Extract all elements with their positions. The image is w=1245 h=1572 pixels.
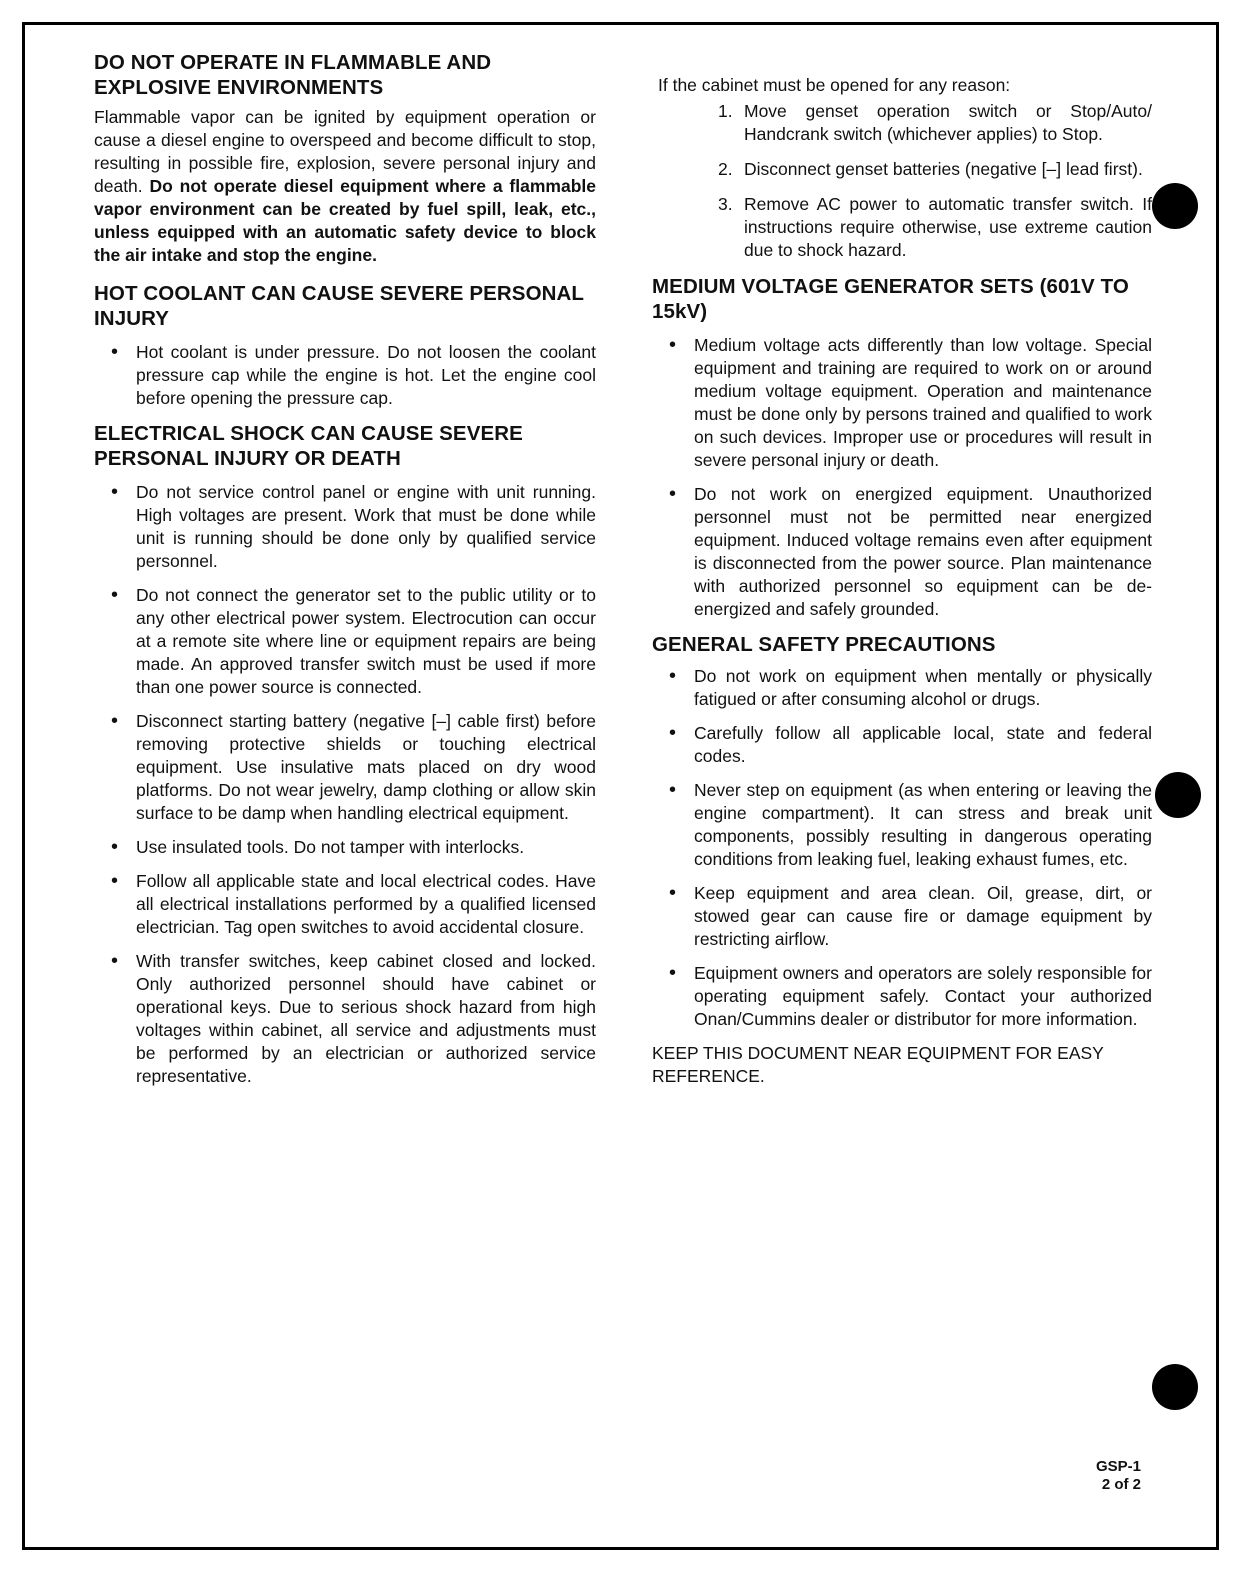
list-item: • Equipment owners and operators are solely responsible for operating equipment safely. Contact your authorized Onan/Cummins dealer or distributor for more information. xyxy=(652,962,1152,1031)
binder-hole-mark xyxy=(1152,183,1198,229)
step-item xyxy=(652,100,1152,146)
keep-document-note: KEEP THIS DOCUMENT NEAR EQUIPMENT FOR EASY REFERENCE. xyxy=(652,1043,1104,1086)
step-text: Remove AC power to automatic transfer switch. If instructions require otherwise, use extreme caution due to shock hazard. xyxy=(744,194,1152,260)
section-hot-coolant xyxy=(94,281,596,410)
section-heading: ELECTRICAL SHOCK CAN CAUSE SEVERE PERSONAL INJURY OR DEATH xyxy=(94,422,523,470)
section-general-safety xyxy=(652,632,1152,1031)
step-item xyxy=(652,193,1152,262)
section-medium-voltage xyxy=(652,274,1152,621)
list-item: • Disconnect starting battery (negative [–] cable first) before removing protective shields or touching electrical equipment. Use insulative mats placed on dry wood platforms. Do not wear jewelry, damp clothing or allow skin surface to be damp when handling electrical equipment. xyxy=(94,710,596,825)
step-number: 1. xyxy=(718,101,733,121)
warning-text: Flammable vapor can be ignited by equipment operation or cause a diesel engine to overspeed and become difficult to stop, resulting in possible fire, explosion, severe personal injury and death. xyxy=(94,107,596,196)
step-number: 2. xyxy=(718,159,733,179)
section-heading: DO NOT OPERATE IN FLAMMABLE AND EXPLOSIVE ENVIRONMENTS xyxy=(94,51,492,99)
list-item: • Follow all applicable state and local electrical codes. Have all electrical installations performed by a qualified licensed electrician. Tag open switches to avoid accidental closure. xyxy=(94,870,596,939)
list-item: • With transfer switches, keep cabinet closed and locked. Only authorized personnel should have cabinet or operational keys. Due to serious shock hazard from high voltages within cabinet, all service and adjustments must be performed by an electrician or authorized service representative. xyxy=(94,950,596,1088)
list-item: • Keep equipment and area clean. Oil, grease, dirt, or stowed gear can cause fire or damage equipment by restricting airflow. xyxy=(652,882,1152,951)
list-item: • Carefully follow all applicable local, state and federal codes. xyxy=(652,722,1152,768)
section-heading: HOT COOLANT CAN CAUSE SEVERE PERSONAL INJURY xyxy=(94,282,584,330)
step-number: 3. xyxy=(718,194,733,214)
page-footer xyxy=(1096,1458,1141,1494)
section-text xyxy=(94,106,596,267)
list-item: • Medium voltage acts differently than low voltage. Special equipment and training are required to work on or around medium voltage equipment. Operation and maintenance must be done only by persons trained and qualified to work on such devices. Improper use or procedures will result in severe personal injury or death. xyxy=(652,334,1152,472)
step-item xyxy=(652,158,1152,181)
section-electrical-shock xyxy=(94,421,596,1088)
list-item: • Do not service control panel or engine with unit running. High voltages are present. Work that must be done while unit is running should be done only by qualified service personnel. xyxy=(94,481,596,573)
list-item: • Do not connect the generator set to the public utility or to any other electrical power system. Electrocution can occur at a remote site where line or equipment repairs are being made. An approved transfer switch must be used if more than one power source is connected. xyxy=(94,584,596,699)
step-text: Move genset operation switch or Stop/Auto/ Handcrank switch (whichever applies) to Stop. xyxy=(744,101,1152,144)
binder-hole-mark xyxy=(1152,1364,1198,1410)
page-number: 2 of 2 xyxy=(1101,1476,1141,1493)
cabinet-lead-text: If the cabinet must be opened for any reason: xyxy=(658,75,1011,95)
document-code: GSP-1 xyxy=(1095,1458,1141,1475)
step-text: Disconnect genset batteries (negative [–] lead first). xyxy=(744,159,1143,179)
list-item: • Hot coolant is under pressure. Do not loosen the coolant pressure cap while the engine is hot. Let the engine cool before opening the pressure cap. xyxy=(94,341,596,410)
list-item: • Do not work on equipment when mentally or physically fatigued or after consuming alcohol or drugs. xyxy=(652,665,1152,711)
section-heading: MEDIUM VOLTAGE GENERATOR SETS (601V TO 15kV) xyxy=(652,275,1129,323)
section-flammable xyxy=(94,50,596,267)
binder-hole-mark xyxy=(1155,772,1201,818)
right-column xyxy=(652,74,1152,1088)
list-item: • Never step on equipment (as when entering or leaving the engine compartment). It can stress and break unit components, possibly resulting in dangerous operating conditions from leaking fuel, leaking exhaust fumes, etc. xyxy=(652,779,1152,871)
list-item: • Use insulated tools. Do not tamper with interlocks. xyxy=(94,836,596,859)
warning-bold-text: Do not operate diesel equipment where a flammable vapor environment can be created by fuel spill, leak, etc., unless equipped with an automatic safety device to block the air intake and stop the engine. xyxy=(94,176,596,265)
cabinet-steps xyxy=(652,100,1152,262)
left-column xyxy=(94,50,596,1099)
section-heading: GENERAL SAFETY PRECAUTIONS xyxy=(652,633,996,656)
list-item: • Do not work on energized equipment. Unauthorized personnel must not be permitted near energized equipment. Induced voltage remains even after equipment is disconnected from the power source. Plan maintenance with authorized personnel so equipment can be de-energized and safely grounded. xyxy=(652,483,1152,621)
